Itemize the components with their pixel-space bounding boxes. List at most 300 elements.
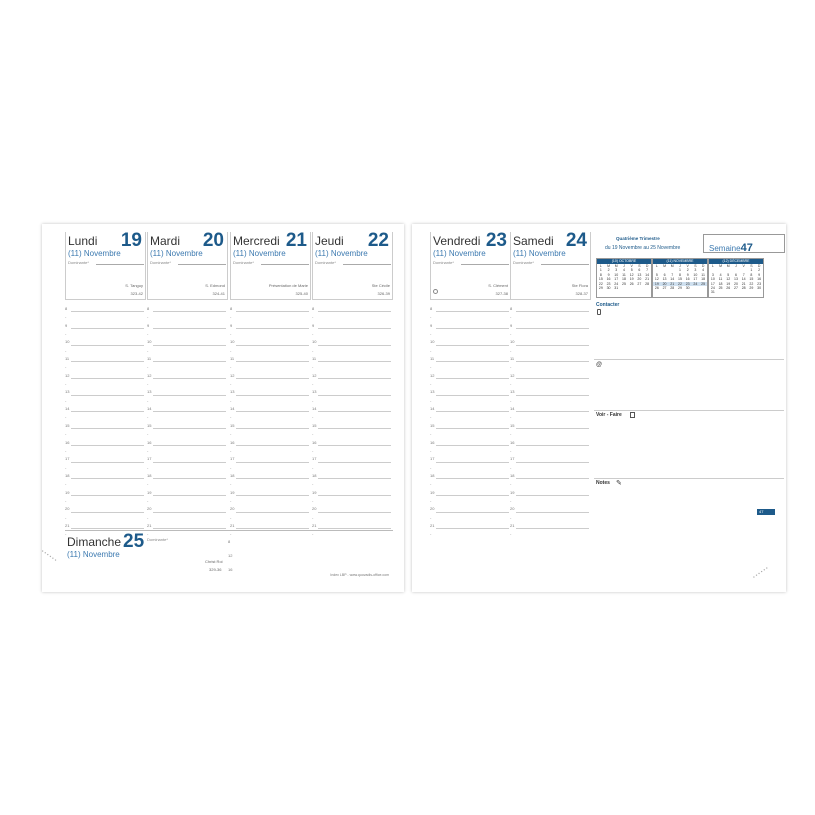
calendar-day[interactable]: 31 (710, 290, 715, 295)
calendar-day[interactable]: 18 (701, 277, 706, 282)
half-hour-row[interactable] (147, 447, 226, 455)
hour-row[interactable] (510, 305, 589, 313)
hour-label: 18 (230, 472, 235, 478)
calendar-day[interactable]: 14 (645, 272, 650, 277)
half-hour-row[interactable] (510, 313, 589, 321)
half-hour-row[interactable] (230, 347, 309, 355)
calendar-day[interactable]: 6 (663, 272, 666, 277)
calendar-day[interactable]: 21 (741, 281, 746, 286)
hour-row[interactable] (430, 322, 509, 330)
hour-row[interactable] (510, 522, 589, 530)
half-hour-mark: - (230, 514, 232, 520)
calendar-day[interactable]: 1 (599, 268, 602, 273)
half-hour-row[interactable] (230, 313, 309, 321)
half-hour-row[interactable] (312, 447, 391, 455)
half-hour-row[interactable] (65, 380, 144, 388)
calendar-day[interactable]: 19 (629, 277, 634, 282)
half-hour-row[interactable] (147, 347, 226, 355)
hour-row[interactable] (147, 372, 226, 380)
half-hour-row[interactable] (312, 330, 391, 338)
half-hour-row[interactable] (230, 363, 309, 371)
calendar-day[interactable]: 16 (685, 277, 690, 282)
half-hour-row[interactable] (510, 380, 589, 388)
half-hour-row[interactable] (147, 330, 226, 338)
calendar-day[interactable]: 23 (606, 281, 611, 286)
calendar-day[interactable]: 1 (750, 268, 753, 273)
calendar-day[interactable]: 11 (701, 272, 705, 277)
calendar-day[interactable]: 4 (719, 272, 722, 277)
hour-label: 11 (430, 356, 435, 362)
calendar-day[interactable]: 26 (654, 286, 659, 291)
half-hour-row[interactable] (510, 464, 589, 472)
hour-label: 12 (230, 372, 235, 378)
calendar-day[interactable]: 25 (718, 286, 723, 291)
hour-row[interactable] (230, 422, 309, 430)
half-hour-row[interactable] (430, 413, 512, 421)
week-tab[interactable] (757, 509, 775, 515)
calendar-day[interactable]: 25 (701, 281, 706, 286)
calendar-day[interactable] (643, 286, 651, 290)
calendar-day[interactable]: 29 (678, 286, 682, 291)
calendar-day[interactable]: 3 (711, 272, 714, 277)
hour-row[interactable] (65, 489, 144, 497)
hour-row[interactable] (430, 372, 509, 380)
calendar-day[interactable]: 28 (741, 286, 746, 291)
half-hour-mark: - (510, 481, 512, 487)
hour-label: 16 (65, 439, 70, 445)
half-hour-row[interactable] (312, 464, 391, 472)
half-hour-row[interactable] (430, 530, 512, 538)
calendar-day[interactable]: 23 (685, 281, 690, 286)
half-hour-row[interactable] (430, 380, 512, 388)
half-hour-row[interactable] (510, 363, 589, 371)
calendar-day[interactable]: 12 (654, 277, 659, 282)
hour-row[interactable] (430, 422, 509, 430)
half-hour-mark: - (312, 464, 314, 470)
hour-row[interactable] (312, 372, 391, 380)
calendar-day[interactable]: 3 (615, 268, 618, 273)
calendar-day[interactable]: 25 (622, 281, 626, 286)
half-hour-row[interactable] (230, 430, 309, 438)
half-hour-row[interactable] (312, 480, 391, 488)
hour-row[interactable] (65, 505, 144, 513)
calendar-day[interactable] (717, 290, 725, 294)
half-hour-row[interactable] (430, 330, 512, 338)
calendar-day[interactable]: 29 (598, 286, 603, 291)
calendar-day[interactable]: 8 (599, 272, 602, 277)
half-hour-row[interactable] (430, 447, 512, 455)
hour-row[interactable] (430, 505, 509, 513)
hour-row[interactable] (510, 439, 589, 447)
hour-row[interactable] (510, 472, 589, 480)
calendar-day[interactable]: 9 (686, 272, 689, 277)
half-hour-row[interactable] (147, 430, 226, 438)
calendar-day[interactable]: 19 (654, 281, 659, 286)
calendar-day[interactable]: 22 (749, 281, 754, 286)
half-hour-row[interactable] (65, 347, 144, 355)
calendar-day[interactable] (636, 286, 644, 290)
calendar-day[interactable]: 16 (606, 277, 611, 282)
hour-label: 13 (65, 389, 70, 395)
half-hour-row[interactable] (430, 480, 512, 488)
half-hour-row[interactable] (65, 313, 144, 321)
hour-row[interactable] (510, 505, 589, 513)
calendar-day[interactable]: 11 (622, 272, 626, 277)
half-hour-row[interactable] (147, 497, 226, 505)
hour-row[interactable] (510, 355, 589, 363)
hour-row[interactable] (147, 422, 226, 430)
hour-label: 17 (430, 456, 435, 462)
calendar-day[interactable]: 30 (606, 286, 611, 291)
half-hour-row[interactable] (510, 497, 589, 505)
hour-row[interactable] (230, 388, 309, 396)
calendar-day[interactable]: 17 (710, 281, 715, 286)
hour-row[interactable] (65, 472, 144, 480)
hour-row[interactable] (430, 472, 509, 480)
hour-row[interactable] (147, 322, 226, 330)
hour-row[interactable] (312, 388, 391, 396)
half-hour-row[interactable] (147, 480, 226, 488)
hour-row[interactable] (147, 489, 226, 497)
half-hour-row[interactable] (312, 430, 391, 438)
hour-label: 12 (510, 372, 515, 378)
half-hour-row[interactable] (430, 497, 512, 505)
half-hour-row[interactable] (312, 397, 391, 405)
calendar-day[interactable]: 17 (614, 277, 619, 282)
hour-row[interactable] (65, 372, 144, 380)
calendar-day[interactable]: 8 (678, 272, 681, 277)
hour-row[interactable] (510, 338, 589, 346)
calendar-day[interactable]: 2 (607, 268, 610, 273)
calendar-day[interactable] (755, 290, 763, 294)
calendar-day[interactable]: 10 (614, 272, 619, 277)
hour-label: 10 (312, 339, 317, 345)
hour-row[interactable] (65, 355, 144, 363)
hour-row[interactable] (312, 322, 391, 330)
calendar-day[interactable]: 5 (727, 272, 730, 277)
calendar-day[interactable]: 12 (629, 272, 634, 277)
hour-row[interactable] (147, 505, 226, 513)
calendar-day[interactable]: 5 (630, 268, 633, 273)
calendar-day[interactable]: 6 (638, 268, 641, 273)
hour-label: 13 (230, 389, 235, 395)
calendar-day[interactable] (620, 286, 628, 290)
calendar-day[interactable]: 14 (670, 277, 675, 282)
half-hour-row[interactable] (312, 413, 391, 421)
hour-row[interactable] (510, 489, 589, 497)
hour-row[interactable] (230, 405, 309, 413)
calendar-day[interactable]: 2 (758, 268, 761, 273)
hour-row[interactable] (65, 439, 144, 447)
hour-row[interactable] (510, 388, 589, 396)
half-hour-row[interactable] (430, 347, 512, 355)
calendar-day[interactable]: 27 (637, 281, 642, 286)
hour-row[interactable] (510, 322, 589, 330)
calendar-day[interactable]: 7 (671, 272, 674, 277)
hour-row[interactable] (510, 422, 589, 430)
hour-row[interactable] (312, 489, 391, 497)
calendar-day[interactable]: 20 (734, 281, 738, 286)
half-hour-row[interactable] (312, 497, 391, 505)
half-hour-row[interactable] (430, 397, 512, 405)
calendar-day[interactable]: 4 (622, 268, 625, 273)
hour-row[interactable] (430, 338, 509, 346)
calendar-day[interactable]: 27 (734, 286, 738, 291)
half-hour-mark: - (312, 514, 314, 520)
half-hour-row[interactable] (65, 397, 144, 405)
calendar-day[interactable]: 30 (685, 286, 690, 291)
hour-row[interactable] (312, 455, 391, 463)
half-hour-row[interactable] (312, 380, 391, 388)
hour-label: 10 (430, 339, 435, 345)
half-hour-row[interactable] (147, 464, 226, 472)
half-hour-mark: - (147, 314, 149, 320)
calendar-day[interactable]: 28 (645, 281, 650, 286)
hour-row[interactable] (230, 305, 309, 313)
calendar-day[interactable]: 13 (734, 277, 738, 282)
day-code: 326-39 (377, 291, 390, 296)
hour-label: 16 (147, 439, 152, 445)
half-hour-row[interactable] (510, 413, 589, 421)
hour-row[interactable] (65, 455, 144, 463)
calendar-day[interactable]: 21 (670, 281, 675, 286)
calendar-day[interactable]: 29 (749, 286, 754, 291)
half-hour-row[interactable] (65, 413, 144, 421)
half-hour-row[interactable] (147, 313, 226, 321)
half-hour-row[interactable] (510, 480, 589, 488)
weekday-initial: V (630, 264, 633, 268)
hour-row[interactable] (230, 455, 309, 463)
hour-row[interactable] (312, 439, 391, 447)
half-hour-mark: - (147, 381, 149, 387)
hour-row[interactable] (430, 439, 509, 447)
calendar-day[interactable]: 7 (646, 268, 649, 273)
half-hour-row[interactable] (65, 497, 144, 505)
hour-label: 21 (65, 522, 70, 528)
calendar-day[interactable] (628, 286, 636, 290)
half-hour-row[interactable] (312, 313, 391, 321)
hour-row[interactable] (510, 405, 589, 413)
at-icon: @ (596, 362, 603, 368)
calendar-day[interactable]: 26 (726, 286, 731, 291)
calendar-day[interactable]: 27 (662, 286, 667, 291)
half-hour-row[interactable] (430, 313, 512, 321)
half-hour-row[interactable] (230, 497, 309, 505)
calendar-day[interactable]: 24 (693, 281, 698, 286)
half-hour-row[interactable] (510, 530, 589, 538)
weekday-initial: V (686, 264, 689, 268)
half-hour-row[interactable] (510, 447, 589, 455)
half-hour-mark: - (230, 364, 232, 370)
half-hour-row[interactable] (147, 397, 226, 405)
half-hour-mark: - (65, 464, 67, 470)
calendar-day[interactable]: 2 (686, 268, 689, 273)
hour-row[interactable] (230, 338, 309, 346)
hour-row[interactable] (430, 388, 509, 396)
calendar-day[interactable]: 16 (757, 277, 762, 282)
half-hour-row[interactable] (230, 330, 309, 338)
calendar-day[interactable]: 15 (598, 277, 603, 282)
calendar-day[interactable]: 18 (622, 277, 626, 282)
calendar-day[interactable]: 4 (702, 268, 705, 273)
hour-row[interactable] (147, 455, 226, 463)
calendar-day[interactable]: 22 (678, 281, 682, 286)
calendar-day[interactable]: 3 (694, 268, 697, 273)
calendar-day[interactable]: 24 (710, 286, 715, 291)
calendar-day[interactable]: 11 (718, 277, 723, 282)
calendar-day[interactable]: 8 (750, 272, 753, 277)
hour-row[interactable] (230, 489, 309, 497)
hour-row[interactable] (312, 405, 391, 413)
half-hour-row[interactable] (65, 464, 144, 472)
half-hour-row[interactable] (510, 430, 589, 438)
half-hour-row[interactable] (430, 464, 512, 472)
calendar-day[interactable]: 23 (757, 281, 762, 286)
half-hour-row[interactable] (147, 363, 226, 371)
calendar-day[interactable]: 21 (645, 277, 650, 282)
hour-row[interactable] (312, 338, 391, 346)
calendar-day[interactable]: 19 (726, 281, 731, 286)
half-hour-row[interactable] (147, 413, 226, 421)
hour-row[interactable] (430, 489, 509, 497)
hour-row[interactable] (312, 505, 391, 513)
half-hour-row[interactable] (65, 447, 144, 455)
calendar-day[interactable]: 20 (662, 281, 667, 286)
half-hour-row[interactable] (65, 480, 144, 488)
half-hour-row[interactable] (147, 514, 226, 522)
half-hour-row[interactable] (230, 413, 309, 421)
hour-row[interactable] (430, 305, 509, 313)
half-hour-row[interactable] (510, 397, 589, 405)
hour-row[interactable] (312, 422, 391, 430)
half-hour-row[interactable] (65, 330, 144, 338)
half-hour-row[interactable] (312, 363, 391, 371)
hour-row[interactable] (430, 355, 509, 363)
hour-row[interactable] (65, 388, 144, 396)
hour-row[interactable] (230, 372, 309, 380)
calendar-day[interactable]: 1 (678, 268, 681, 273)
hour-label: 10 (510, 339, 515, 345)
calendar-day[interactable]: 13 (662, 277, 667, 282)
calendar-day[interactable] (748, 290, 756, 294)
hour-label: 14 (230, 406, 235, 412)
calendar-day[interactable]: 10 (693, 272, 698, 277)
calendar-day[interactable]: 5 (655, 272, 658, 277)
hour-row[interactable] (147, 405, 226, 413)
calendar-day[interactable]: 18 (718, 281, 723, 286)
calendar-day[interactable]: 12 (726, 277, 731, 282)
half-hour-row[interactable] (510, 347, 589, 355)
clipboard-icon (630, 412, 635, 418)
calendar-day[interactable]: 15 (749, 277, 754, 282)
half-hour-row[interactable] (430, 363, 512, 371)
hour-row[interactable] (230, 505, 309, 513)
calendar-day[interactable]: 22 (598, 281, 603, 286)
hour-row[interactable] (147, 472, 226, 480)
hour-row[interactable] (147, 439, 226, 447)
hour-row[interactable] (65, 422, 144, 430)
hour-row[interactable] (430, 522, 509, 530)
half-hour-row[interactable] (510, 514, 589, 522)
calendar-day[interactable] (692, 286, 700, 290)
hour-row[interactable] (65, 322, 144, 330)
hour-row[interactable] (510, 372, 589, 380)
hour-row[interactable] (147, 388, 226, 396)
half-hour-row[interactable] (147, 380, 226, 388)
hour-row[interactable] (147, 338, 226, 346)
day-name: Jeudi (315, 234, 344, 248)
half-hour-row[interactable] (312, 347, 391, 355)
calendar-day[interactable]: 26 (629, 281, 634, 286)
hour-row[interactable] (430, 405, 509, 413)
half-hour-row[interactable] (312, 514, 391, 522)
day-number: 24 (565, 230, 587, 251)
calendar-day[interactable]: 28 (670, 286, 675, 291)
half-hour-row[interactable] (430, 514, 512, 522)
pencil-icon: ✎ (616, 480, 622, 487)
calendar-day[interactable]: 14 (741, 277, 746, 282)
calendar-day[interactable]: 17 (693, 277, 698, 282)
hour-row[interactable] (65, 338, 144, 346)
half-hour-row[interactable] (65, 363, 144, 371)
half-hour-row[interactable] (230, 464, 309, 472)
hour-row[interactable] (312, 305, 391, 313)
day-code: 328-37 (575, 291, 588, 296)
calendar-day[interactable] (732, 290, 740, 294)
calendar-day[interactable]: 6 (734, 272, 737, 277)
hour-label: 19 (230, 489, 235, 495)
calendar-day[interactable]: 24 (614, 281, 619, 286)
hour-row[interactable] (312, 355, 391, 363)
half-hour-row[interactable] (230, 447, 309, 455)
calendar-day[interactable]: 10 (710, 277, 715, 282)
half-hour-row[interactable] (65, 514, 144, 522)
half-hour-mark: - (510, 397, 512, 403)
calendar-day[interactable]: 30 (757, 286, 762, 291)
half-hour-row[interactable] (430, 430, 512, 438)
calendar-day[interactable]: 9 (607, 272, 610, 277)
calendar-day[interactable]: 13 (637, 272, 642, 277)
hour-row[interactable] (312, 472, 391, 480)
hour-row[interactable] (230, 322, 309, 330)
hour-row[interactable] (230, 355, 309, 363)
half-hour-row[interactable] (230, 480, 309, 488)
hour-row[interactable] (510, 455, 589, 463)
hour-row[interactable] (147, 355, 226, 363)
calendar-day[interactable]: 9 (758, 272, 761, 277)
hour-row[interactable] (230, 472, 309, 480)
calendar-day[interactable] (699, 286, 707, 290)
half-hour-row[interactable] (230, 380, 309, 388)
half-hour-row[interactable] (230, 397, 309, 405)
calendar-day[interactable]: 20 (637, 277, 642, 282)
hour-row[interactable] (65, 405, 144, 413)
hour-row[interactable] (430, 455, 509, 463)
hour-row[interactable] (65, 305, 144, 313)
hour-row[interactable] (147, 305, 226, 313)
hour-row[interactable] (230, 439, 309, 447)
half-hour-row[interactable] (65, 430, 144, 438)
calendar-day[interactable] (740, 290, 748, 294)
half-hour-mark: - (147, 431, 149, 437)
calendar-day[interactable] (724, 290, 732, 294)
calendar-day[interactable]: 31 (614, 286, 619, 291)
calendar-day[interactable]: 15 (678, 277, 682, 282)
calendar-day[interactable]: 7 (742, 272, 745, 277)
half-hour-row[interactable] (230, 514, 309, 522)
half-hour-row[interactable] (510, 330, 589, 338)
hour-label: 9 (147, 322, 150, 328)
